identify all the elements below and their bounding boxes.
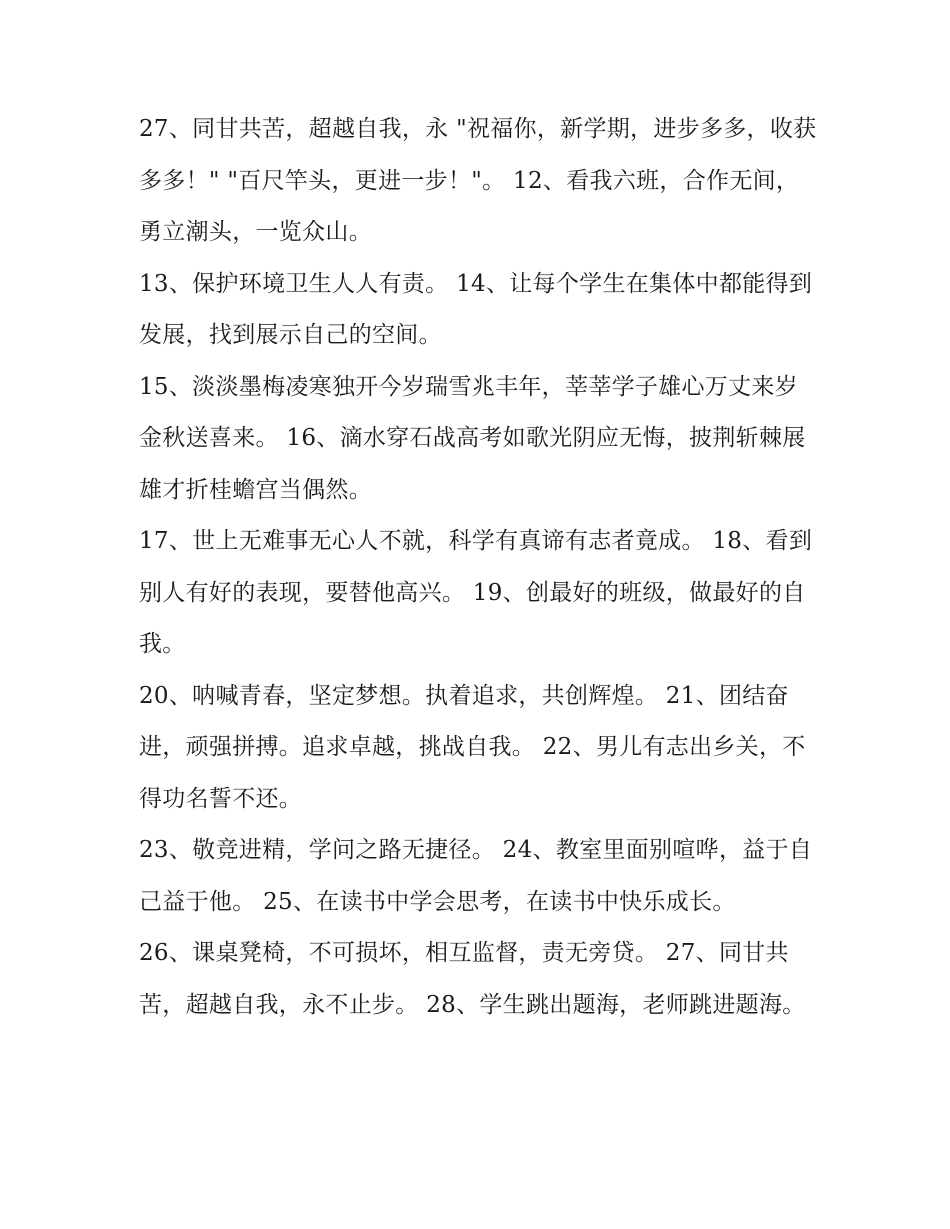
paragraph-7: 26、课桌凳椅，不可损坏，相互监督，责无旁贷。 27、同甘共苦，超越自我，永不止步。 28、学生跳出题海，老师跳进题海。 bbox=[139, 940, 806, 1018]
paragraph-5: 20、呐喊青春，坚定梦想。执着追求，共创辉煌。 21、团结奋进，顽强拼搏。追求卓越，挑战自我。 22、男儿有志出乡关，不得功名誓不还。 bbox=[139, 682, 806, 812]
paragraph-3: 15、淡淡墨梅凌寒独开今岁瑞雪兆丰年，莘莘学子雄心万丈来岁金秋送喜来。 16、滴水穿石战高考如歌光阴应无悔，披荆斩棘展雄才折桂蟾宫当偶然。 bbox=[139, 373, 806, 503]
document-body bbox=[139, 104, 819, 1031]
paragraph-2: 13、保护环境卫生人人有责。 14、让每个学生在集体中都能得到发展，找到展示自己的空间。 bbox=[139, 270, 813, 348]
paragraph-1: 27、同甘共苦，超越自我，永 "祝福你，新学期，进步多多，收获多多！" "百尺竿头，更进一步！"。 12、看我六班，合作无间，勇立潮头，一览众山。 bbox=[139, 116, 817, 245]
paragraph-4: 17、世上无难事无心人不就，科学有真谛有志者竟成。 18、看到别人有好的表现，要替他高兴。 19、创最好的班级，做最好的自我。 bbox=[139, 528, 813, 657]
paragraph-6: 23、敬竞进精，学问之路无捷径。 24、教室里面别喧哗，益于自己益于他。 25、在读书中学会思考，在读书中快乐成长。 bbox=[139, 837, 813, 915]
